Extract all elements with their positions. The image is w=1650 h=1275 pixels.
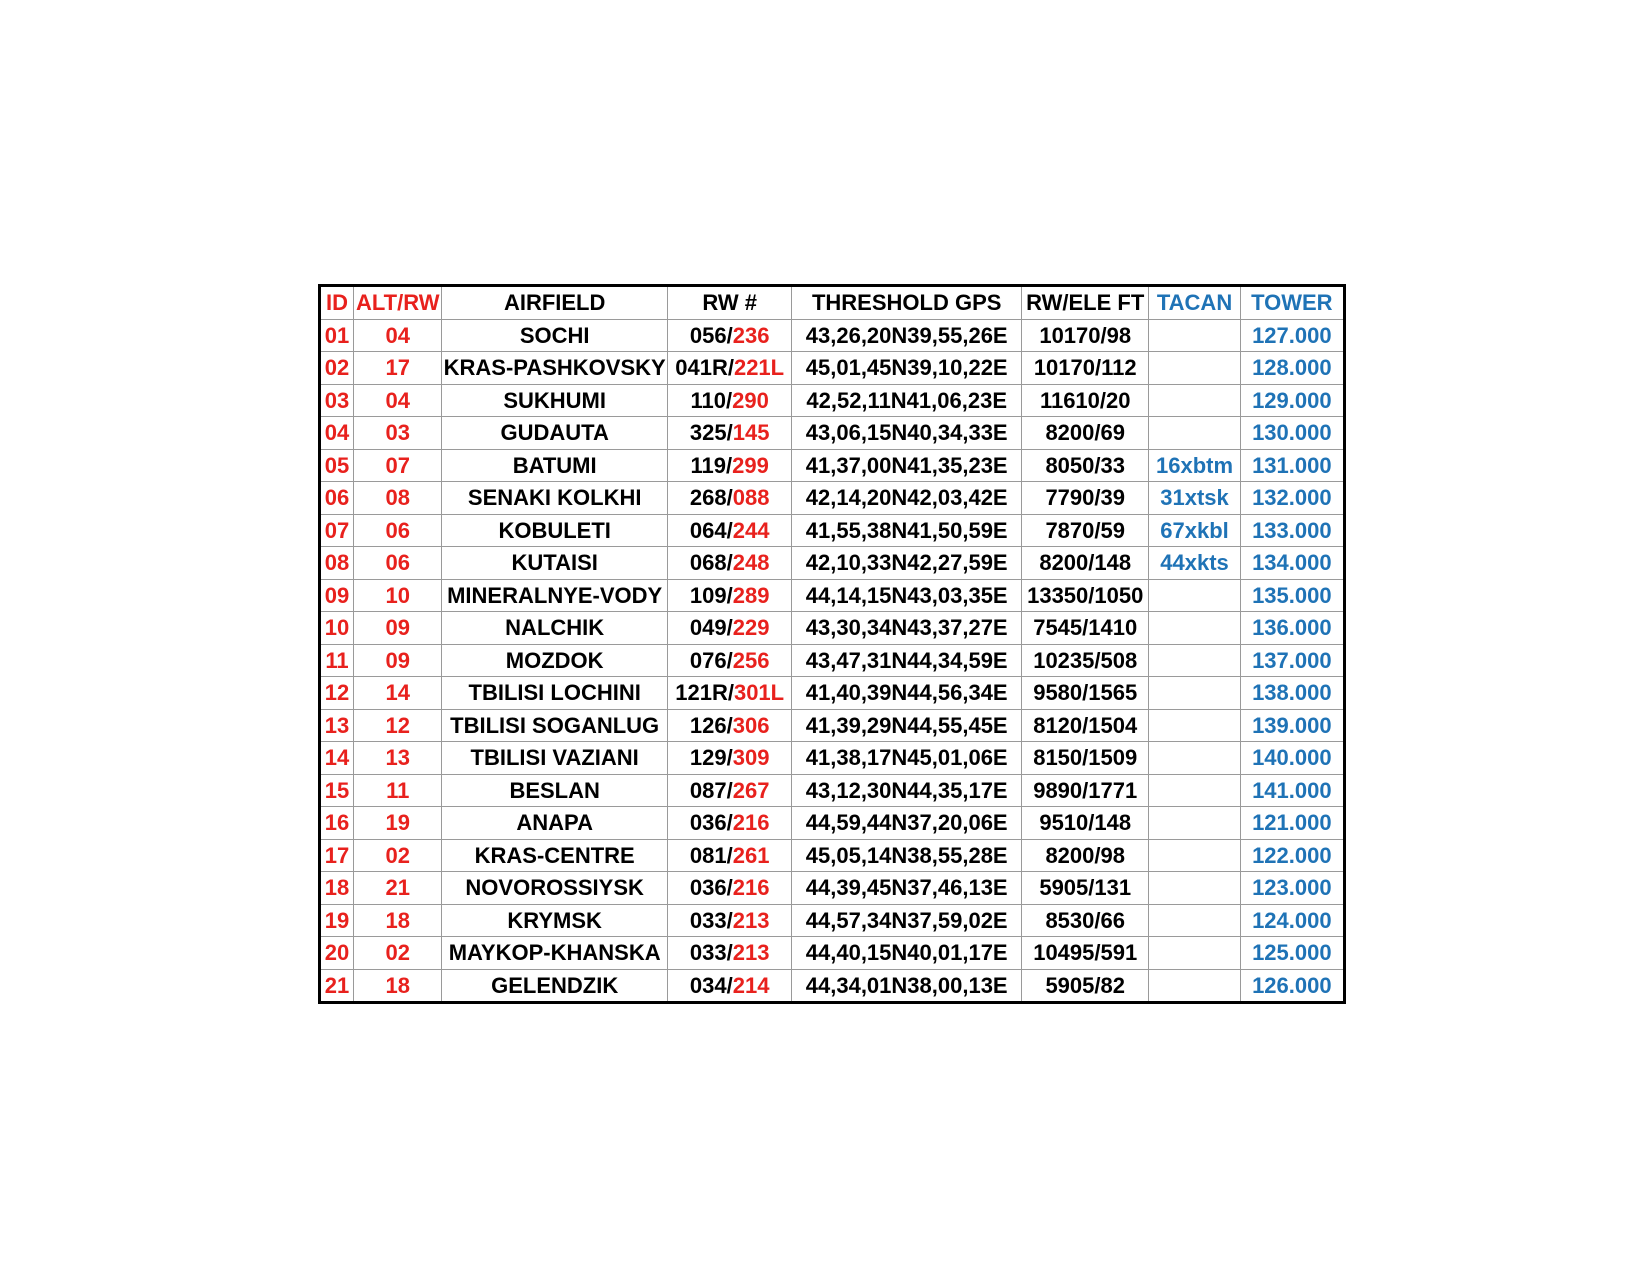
runway-heading-a: 268 <box>689 485 727 511</box>
cell-threshold-gps: 43,26,20N39,55,26E <box>792 319 1022 352</box>
cell-alt-rw: 04 <box>354 384 442 417</box>
cell-rw-ele: 8120/1504 <box>1022 709 1149 742</box>
cell-alt-rw: 04 <box>354 319 442 352</box>
cell-airfield: KUTAISI <box>442 547 668 580</box>
cell-tacan <box>1149 612 1240 645</box>
cell-runway <box>668 482 792 515</box>
cell-threshold-gps: 44,57,34N37,59,02E <box>792 904 1022 937</box>
cell-airfield: GUDAUTA <box>442 417 668 450</box>
cell-tacan <box>1149 709 1240 742</box>
cell-tower: 122.000 <box>1240 839 1344 872</box>
table-row <box>320 969 1345 1003</box>
cell-runway <box>668 319 792 352</box>
table-row <box>320 417 1345 450</box>
cell-id: 13 <box>320 709 354 742</box>
cell-rw-ele: 7870/59 <box>1022 514 1149 547</box>
runway-separator: / <box>726 420 733 446</box>
cell-tower: 131.000 <box>1240 449 1344 482</box>
table-row <box>320 352 1345 385</box>
table-row <box>320 384 1345 417</box>
table-row <box>320 839 1345 872</box>
cell-runway <box>668 644 792 677</box>
runway-separator: / <box>726 810 733 836</box>
cell-tacan <box>1149 807 1240 840</box>
cell-id: 04 <box>320 417 354 450</box>
cell-rw-ele: 8200/98 <box>1022 839 1149 872</box>
runway-heading-a: 034 <box>689 972 727 998</box>
cell-tower: 141.000 <box>1240 774 1344 807</box>
cell-threshold-gps: 44,59,44N37,20,06E <box>792 807 1022 840</box>
cell-id: 20 <box>320 937 354 970</box>
runway-heading-b: 261 <box>732 842 770 868</box>
header-rw-ele: RW/ELE FT <box>1022 286 1149 320</box>
runway-separator: / <box>726 940 733 966</box>
cell-alt-rw: 12 <box>354 709 442 742</box>
cell-alt-rw: 19 <box>354 807 442 840</box>
airfield-table <box>318 284 1346 1004</box>
cell-alt-rw: 09 <box>354 644 442 677</box>
cell-tacan <box>1149 839 1240 872</box>
header-threshold-gps: THRESHOLD GPS <box>792 286 1022 320</box>
runway-heading-b: 213 <box>732 940 770 966</box>
cell-airfield: MOZDOK <box>442 644 668 677</box>
table-row <box>320 579 1345 612</box>
runway-heading-b: 256 <box>732 647 770 673</box>
cell-alt-rw: 08 <box>354 482 442 515</box>
runway-heading-b: 216 <box>732 810 770 836</box>
cell-id: 17 <box>320 839 354 872</box>
cell-tower: 134.000 <box>1240 547 1344 580</box>
cell-id: 21 <box>320 969 354 1003</box>
cell-threshold-gps: 41,38,17N45,01,06E <box>792 742 1022 775</box>
cell-tower: 124.000 <box>1240 904 1344 937</box>
runway-heading-a: 129 <box>689 745 727 771</box>
cell-airfield: KRAS-CENTRE <box>442 839 668 872</box>
cell-id: 07 <box>320 514 354 547</box>
cell-tower: 127.000 <box>1240 319 1344 352</box>
cell-threshold-gps: 44,39,45N37,46,13E <box>792 872 1022 905</box>
runway-heading-a: 119 <box>690 452 726 478</box>
table-row <box>320 904 1345 937</box>
cell-tower: 140.000 <box>1240 742 1344 775</box>
cell-tacan <box>1149 319 1240 352</box>
runway-heading-b: 267 <box>732 777 770 803</box>
cell-rw-ele: 8150/1509 <box>1022 742 1149 775</box>
cell-tacan <box>1149 904 1240 937</box>
runway-separator: / <box>726 972 733 998</box>
cell-airfield: NALCHIK <box>442 612 668 645</box>
cell-tacan <box>1149 937 1240 970</box>
cell-threshold-gps: 44,40,15N40,01,17E <box>792 937 1022 970</box>
runway-heading-a: 056 <box>689 322 727 348</box>
cell-id: 19 <box>320 904 354 937</box>
runway-heading-a: 081 <box>689 842 727 868</box>
cell-rw-ele: 7790/39 <box>1022 482 1149 515</box>
cell-id: 12 <box>320 677 354 710</box>
cell-alt-rw: 21 <box>354 872 442 905</box>
cell-alt-rw: 06 <box>354 547 442 580</box>
cell-id: 05 <box>320 449 354 482</box>
cell-id: 14 <box>320 742 354 775</box>
cell-tacan <box>1149 872 1240 905</box>
cell-tacan <box>1149 644 1240 677</box>
runway-heading-b: 088 <box>732 485 770 511</box>
runway-heading-b: 306 <box>732 712 770 738</box>
runway-separator: / <box>726 615 733 641</box>
runway-heading-a: 033 <box>689 940 727 966</box>
cell-rw-ele: 7545/1410 <box>1022 612 1149 645</box>
table-row <box>320 807 1345 840</box>
cell-airfield: NOVOROSSIYSK <box>442 872 668 905</box>
cell-tacan <box>1149 417 1240 450</box>
cell-rw-ele: 8200/69 <box>1022 417 1149 450</box>
table-row <box>320 319 1345 352</box>
cell-threshold-gps: 42,14,20N42,03,42E <box>792 482 1022 515</box>
cell-rw-ele: 10495/591 <box>1022 937 1149 970</box>
runway-heading-a: 121R <box>675 680 728 706</box>
header-tacan: TACAN <box>1149 286 1240 320</box>
runway-heading-a: 036 <box>689 810 727 836</box>
cell-threshold-gps: 42,52,11N41,06,23E <box>792 384 1022 417</box>
cell-threshold-gps: 43,47,31N44,34,59E <box>792 644 1022 677</box>
cell-runway <box>668 774 792 807</box>
cell-threshold-gps: 44,14,15N43,03,35E <box>792 579 1022 612</box>
runway-heading-a: 033 <box>689 907 727 933</box>
cell-tacan: 67xkbl <box>1149 514 1240 547</box>
cell-tower: 132.000 <box>1240 482 1344 515</box>
table-row <box>320 514 1345 547</box>
cell-tacan <box>1149 742 1240 775</box>
table-row <box>320 742 1345 775</box>
cell-tower: 125.000 <box>1240 937 1344 970</box>
cell-tacan <box>1149 384 1240 417</box>
cell-alt-rw: 06 <box>354 514 442 547</box>
runway-heading-a: 110 <box>690 387 726 413</box>
cell-alt-rw: 02 <box>354 937 442 970</box>
cell-runway <box>668 969 792 1003</box>
cell-alt-rw: 14 <box>354 677 442 710</box>
runway-separator: / <box>726 550 733 576</box>
cell-threshold-gps: 41,55,38N41,50,59E <box>792 514 1022 547</box>
runway-heading-b: 248 <box>732 550 770 576</box>
cell-airfield: MINERALNYE-VODY <box>442 579 668 612</box>
table-row <box>320 937 1345 970</box>
runway-heading-a: 109 <box>689 582 727 608</box>
cell-id: 03 <box>320 384 354 417</box>
cell-runway <box>668 839 792 872</box>
cell-tower: 123.000 <box>1240 872 1344 905</box>
cell-threshold-gps: 45,01,45N39,10,22E <box>792 352 1022 385</box>
cell-tower: 135.000 <box>1240 579 1344 612</box>
runway-heading-a: 041R <box>675 355 728 381</box>
cell-runway <box>668 449 792 482</box>
cell-runway <box>668 547 792 580</box>
cell-tower: 136.000 <box>1240 612 1344 645</box>
cell-rw-ele: 13350/1050 <box>1022 579 1149 612</box>
runway-separator: / <box>726 842 733 868</box>
runway-heading-b: 216 <box>732 875 770 901</box>
runway-separator: / <box>726 387 733 413</box>
cell-airfield: BESLAN <box>442 774 668 807</box>
cell-rw-ele: 10170/112 <box>1022 352 1149 385</box>
runway-separator: / <box>726 777 733 803</box>
cell-threshold-gps: 43,06,15N40,34,33E <box>792 417 1022 450</box>
runway-heading-b: 309 <box>732 745 770 771</box>
cell-rw-ele: 10235/508 <box>1022 644 1149 677</box>
runway-separator: / <box>726 582 733 608</box>
cell-airfield: BATUMI <box>442 449 668 482</box>
runway-heading-b: 214 <box>732 972 770 998</box>
cell-airfield: SENAKI KOLKHI <box>442 482 668 515</box>
runway-separator: / <box>726 745 733 771</box>
cell-alt-rw: 17 <box>354 352 442 385</box>
table-row <box>320 872 1345 905</box>
cell-alt-rw: 03 <box>354 417 442 450</box>
cell-id: 06 <box>320 482 354 515</box>
cell-tower: 139.000 <box>1240 709 1344 742</box>
cell-airfield: TBILISI SOGANLUG <box>442 709 668 742</box>
cell-tower: 133.000 <box>1240 514 1344 547</box>
runway-heading-a: 076 <box>689 647 727 673</box>
table-row <box>320 547 1345 580</box>
cell-airfield: MAYKOP-KHANSKA <box>442 937 668 970</box>
table-row <box>320 482 1345 515</box>
cell-runway <box>668 677 792 710</box>
cell-rw-ele: 10170/98 <box>1022 319 1149 352</box>
cell-alt-rw: 18 <box>354 969 442 1003</box>
cell-id: 16 <box>320 807 354 840</box>
cell-rw-ele: 8530/66 <box>1022 904 1149 937</box>
table-row <box>320 709 1345 742</box>
cell-airfield: KRAS-PASHKOVSKY <box>442 352 668 385</box>
table-body <box>320 319 1345 1003</box>
runway-heading-a: 049 <box>689 615 727 641</box>
runway-heading-b: 290 <box>732 387 769 413</box>
runway-heading-a: 126 <box>689 712 727 738</box>
runway-separator: / <box>727 355 734 381</box>
runway-heading-b: 299 <box>732 452 769 478</box>
cell-airfield: SOCHI <box>442 319 668 352</box>
cell-tacan <box>1149 579 1240 612</box>
cell-airfield: KOBULETI <box>442 514 668 547</box>
cell-rw-ele: 5905/131 <box>1022 872 1149 905</box>
cell-alt-rw: 02 <box>354 839 442 872</box>
cell-id: 02 <box>320 352 354 385</box>
cell-rw-ele: 8050/33 <box>1022 449 1149 482</box>
cell-runway <box>668 384 792 417</box>
cell-airfield: KRYMSK <box>442 904 668 937</box>
cell-runway <box>668 612 792 645</box>
cell-tacan <box>1149 774 1240 807</box>
header-tower: TOWER <box>1240 286 1344 320</box>
cell-threshold-gps: 41,39,29N44,55,45E <box>792 709 1022 742</box>
cell-threshold-gps: 45,05,14N38,55,28E <box>792 839 1022 872</box>
cell-threshold-gps: 42,10,33N42,27,59E <box>792 547 1022 580</box>
runway-separator: / <box>726 907 733 933</box>
cell-rw-ele: 9890/1771 <box>1022 774 1149 807</box>
table-row <box>320 644 1345 677</box>
cell-tower: 126.000 <box>1240 969 1344 1003</box>
header-rw: RW # <box>668 286 792 320</box>
header-id: ID <box>320 286 354 320</box>
runway-separator: / <box>726 517 733 543</box>
cell-id: 10 <box>320 612 354 645</box>
cell-threshold-gps: 43,30,34N43,37,27E <box>792 612 1022 645</box>
table-row <box>320 612 1345 645</box>
runway-separator: / <box>726 322 733 348</box>
cell-tacan: 16xbtm <box>1149 449 1240 482</box>
runway-separator: / <box>726 485 733 511</box>
cell-alt-rw: 07 <box>354 449 442 482</box>
cell-tower: 130.000 <box>1240 417 1344 450</box>
runway-heading-b: 289 <box>732 582 770 608</box>
runway-heading-a: 064 <box>689 517 727 543</box>
runway-heading-b: 236 <box>732 322 770 348</box>
cell-id: 09 <box>320 579 354 612</box>
table-row <box>320 677 1345 710</box>
cell-tower: 137.000 <box>1240 644 1344 677</box>
cell-id: 11 <box>320 644 354 677</box>
cell-runway <box>668 937 792 970</box>
cell-tower: 121.000 <box>1240 807 1344 840</box>
runway-heading-b: 229 <box>732 615 770 641</box>
cell-threshold-gps: 41,40,39N44,56,34E <box>792 677 1022 710</box>
runway-separator: / <box>726 875 733 901</box>
cell-runway <box>668 904 792 937</box>
cell-alt-rw: 18 <box>354 904 442 937</box>
cell-tower: 128.000 <box>1240 352 1344 385</box>
cell-id: 08 <box>320 547 354 580</box>
cell-id: 18 <box>320 872 354 905</box>
runway-separator: / <box>726 452 733 478</box>
runway-heading-a: 325 <box>689 420 727 446</box>
cell-rw-ele: 8200/148 <box>1022 547 1149 580</box>
runway-heading-a: 087 <box>689 777 727 803</box>
cell-rw-ele: 11610/20 <box>1022 384 1149 417</box>
runway-separator: / <box>726 647 733 673</box>
table-row <box>320 449 1345 482</box>
cell-airfield: ANAPA <box>442 807 668 840</box>
runway-heading-b: 301L <box>733 680 785 706</box>
cell-tacan: 31xtsk <box>1149 482 1240 515</box>
cell-airfield: TBILISI LOCHINI <box>442 677 668 710</box>
cell-runway <box>668 807 792 840</box>
runway-heading-a: 036 <box>689 875 727 901</box>
runway-heading-b: 244 <box>732 517 770 543</box>
cell-tacan: 44xkts <box>1149 547 1240 580</box>
cell-runway <box>668 417 792 450</box>
cell-runway <box>668 709 792 742</box>
cell-rw-ele: 5905/82 <box>1022 969 1149 1003</box>
cell-alt-rw: 10 <box>354 579 442 612</box>
cell-rw-ele: 9510/148 <box>1022 807 1149 840</box>
cell-alt-rw: 11 <box>354 774 442 807</box>
cell-tacan <box>1149 352 1240 385</box>
cell-runway <box>668 514 792 547</box>
header-airfield: AIRFIELD <box>442 286 668 320</box>
table-row <box>320 774 1345 807</box>
cell-runway <box>668 742 792 775</box>
cell-airfield: TBILISI VAZIANI <box>442 742 668 775</box>
cell-tacan <box>1149 677 1240 710</box>
cell-runway <box>668 872 792 905</box>
runway-heading-b: 221L <box>733 355 785 381</box>
cell-runway <box>668 579 792 612</box>
cell-tower: 138.000 <box>1240 677 1344 710</box>
runway-heading-b: 145 <box>732 420 770 446</box>
cell-alt-rw: 13 <box>354 742 442 775</box>
cell-threshold-gps: 44,34,01N38,00,13E <box>792 969 1022 1003</box>
cell-tacan <box>1149 969 1240 1003</box>
cell-airfield: SUKHUMI <box>442 384 668 417</box>
cell-threshold-gps: 41,37,00N41,35,23E <box>792 449 1022 482</box>
cell-id: 01 <box>320 319 354 352</box>
cell-alt-rw: 09 <box>354 612 442 645</box>
runway-heading-b: 213 <box>732 907 770 933</box>
runway-heading-a: 068 <box>689 550 727 576</box>
header-alt-rw: ALT/RW <box>354 286 442 320</box>
cell-threshold-gps: 43,12,30N44,35,17E <box>792 774 1022 807</box>
cell-tower: 129.000 <box>1240 384 1344 417</box>
cell-id: 15 <box>320 774 354 807</box>
runway-separator: / <box>726 712 733 738</box>
cell-airfield: GELENDZIK <box>442 969 668 1003</box>
cell-runway <box>668 352 792 385</box>
cell-rw-ele: 9580/1565 <box>1022 677 1149 710</box>
runway-separator: / <box>727 680 734 706</box>
header-row <box>320 286 1345 320</box>
